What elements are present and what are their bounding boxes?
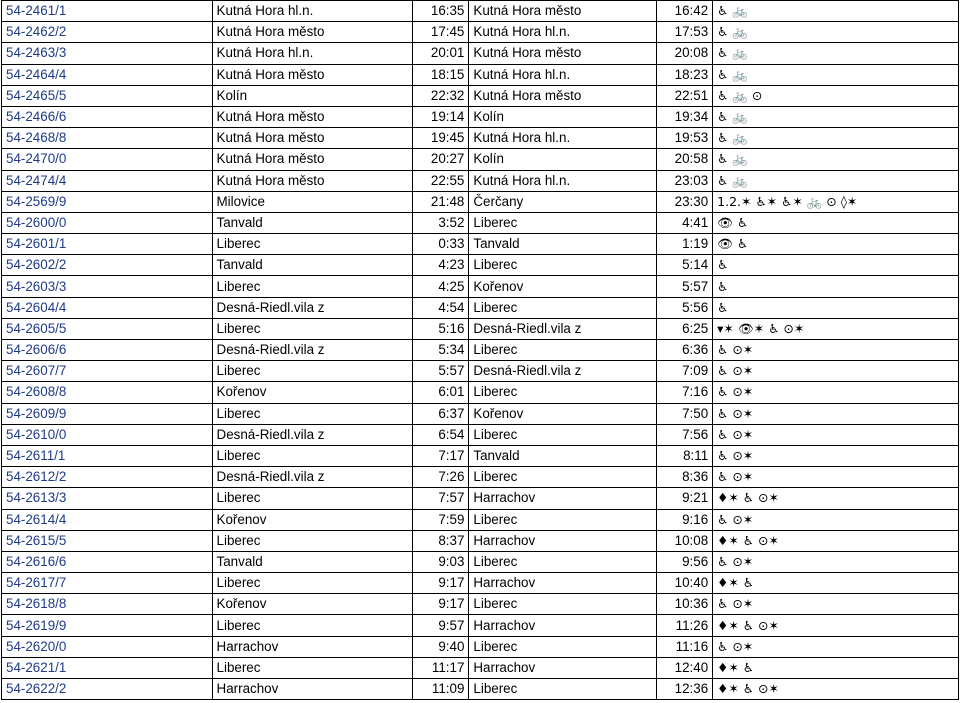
table-row	[2, 636, 959, 657]
origin-station: Liberec	[212, 573, 412, 594]
destination-station: Kořenov	[469, 403, 656, 424]
arrival-time: 16:42	[656, 1, 712, 22]
departure-time: 5:16	[412, 318, 468, 339]
train-number: 54-2465/5	[2, 85, 213, 106]
arrival-time: 18:23	[656, 64, 712, 85]
origin-station: Liberec	[212, 361, 412, 382]
service-icons: ♿ 🚲 ⊙	[713, 85, 959, 106]
destination-station: Desná-Riedl.vila z	[469, 361, 656, 382]
departure-time: 6:01	[412, 382, 468, 403]
table-row	[2, 318, 959, 339]
train-number: 54-2605/5	[2, 318, 213, 339]
departure-time: 22:32	[412, 85, 468, 106]
arrival-time: 7:50	[656, 403, 712, 424]
table-row	[2, 234, 959, 255]
table-row	[2, 679, 959, 700]
service-icons: 👁 ♿	[713, 212, 959, 233]
arrival-time: 23:30	[656, 191, 712, 212]
origin-station: Kutná Hora hl.n.	[212, 1, 412, 22]
service-icons: ♿ ⊙✶	[713, 361, 959, 382]
arrival-time: 9:16	[656, 509, 712, 530]
destination-station: Kolín	[469, 106, 656, 127]
arrival-time: 4:41	[656, 212, 712, 233]
table-row	[2, 212, 959, 233]
destination-station: Kutná Hora město	[469, 85, 656, 106]
service-icons: 1.2.✶ ♿✶ ♿✶ 🚲 ⊙ ◊✶	[713, 191, 959, 212]
train-number: 54-2617/7	[2, 573, 213, 594]
service-icons: ♿ ⊙✶	[713, 445, 959, 466]
departure-time: 18:15	[412, 64, 468, 85]
service-icons: ♿ 🚲	[713, 43, 959, 64]
train-number: 54-2616/6	[2, 551, 213, 572]
origin-station: Liberec	[212, 403, 412, 424]
origin-station: Desná-Riedl.vila z	[212, 424, 412, 445]
train-number: 54-2615/5	[2, 530, 213, 551]
departure-time: 19:45	[412, 128, 468, 149]
train-number: 54-2461/1	[2, 1, 213, 22]
service-icons: ♦✶ ♿ ⊙✶	[713, 530, 959, 551]
train-number: 54-2569/9	[2, 191, 213, 212]
arrival-time: 19:34	[656, 106, 712, 127]
table-row	[2, 149, 959, 170]
departure-time: 6:37	[412, 403, 468, 424]
destination-station: Kutná Hora město	[469, 1, 656, 22]
origin-station: Liberec	[212, 318, 412, 339]
destination-station: Kutná Hora hl.n.	[469, 170, 656, 191]
table-row	[2, 255, 959, 276]
train-number: 54-2601/1	[2, 234, 213, 255]
service-icons: ♿	[713, 297, 959, 318]
service-icons: ♿ 🚲	[713, 149, 959, 170]
arrival-time: 20:58	[656, 149, 712, 170]
origin-station: Kutná Hora hl.n.	[212, 43, 412, 64]
departure-time: 7:26	[412, 467, 468, 488]
destination-station: Liberec	[469, 424, 656, 445]
destination-station: Harrachov	[469, 488, 656, 509]
train-number: 54-2620/0	[2, 636, 213, 657]
destination-station: Čerčany	[469, 191, 656, 212]
service-icons: ♿ ⊙✶	[713, 340, 959, 361]
table-row	[2, 573, 959, 594]
departure-time: 11:17	[412, 657, 468, 678]
service-icons: ♿ ⊙✶	[713, 551, 959, 572]
departure-time: 5:57	[412, 361, 468, 382]
train-number: 54-2462/2	[2, 22, 213, 43]
destination-station: Liberec	[469, 255, 656, 276]
origin-station: Kolín	[212, 85, 412, 106]
origin-station: Kořenov	[212, 509, 412, 530]
destination-station: Liberec	[469, 467, 656, 488]
train-number: 54-2606/6	[2, 340, 213, 361]
destination-station: Kutná Hora město	[469, 43, 656, 64]
table-row	[2, 594, 959, 615]
origin-station: Tanvald	[212, 255, 412, 276]
table-row	[2, 615, 959, 636]
departure-time: 16:35	[412, 1, 468, 22]
origin-station: Tanvald	[212, 212, 412, 233]
train-number: 54-2608/8	[2, 382, 213, 403]
train-number: 54-2619/9	[2, 615, 213, 636]
origin-station: Harrachov	[212, 679, 412, 700]
table-row	[2, 43, 959, 64]
origin-station: Kutná Hora město	[212, 149, 412, 170]
table-row	[2, 85, 959, 106]
origin-station: Harrachov	[212, 636, 412, 657]
destination-station: Liberec	[469, 509, 656, 530]
table-row	[2, 551, 959, 572]
table-row	[2, 170, 959, 191]
table-row	[2, 276, 959, 297]
service-icons: ♿ ⊙✶	[713, 403, 959, 424]
departure-time: 0:33	[412, 234, 468, 255]
table-row	[2, 106, 959, 127]
departure-time: 9:40	[412, 636, 468, 657]
departure-time: 20:01	[412, 43, 468, 64]
service-icons: ♿ 🚲	[713, 128, 959, 149]
train-number: 54-2614/4	[2, 509, 213, 530]
table-row	[2, 657, 959, 678]
departure-time: 21:48	[412, 191, 468, 212]
train-number: 54-2602/2	[2, 255, 213, 276]
service-icons: ♿ ⊙✶	[713, 509, 959, 530]
table-row	[2, 64, 959, 85]
train-number: 54-2470/0	[2, 149, 213, 170]
origin-station: Kutná Hora město	[212, 106, 412, 127]
arrival-time: 1:19	[656, 234, 712, 255]
destination-station: Harrachov	[469, 657, 656, 678]
train-number: 54-2612/2	[2, 467, 213, 488]
departure-time: 4:23	[412, 255, 468, 276]
arrival-time: 10:08	[656, 530, 712, 551]
service-icons: ♿ 🚲	[713, 106, 959, 127]
origin-station: Milovice	[212, 191, 412, 212]
table-row	[2, 488, 959, 509]
service-icons: ♿ 🚲	[713, 22, 959, 43]
service-icons: ♿ 🚲	[713, 1, 959, 22]
arrival-time: 17:53	[656, 22, 712, 43]
table-row	[2, 424, 959, 445]
destination-station: Tanvald	[469, 445, 656, 466]
service-icons: 👁 ♿	[713, 234, 959, 255]
table-row	[2, 1, 959, 22]
origin-station: Liberec	[212, 445, 412, 466]
train-number: 54-2474/4	[2, 170, 213, 191]
arrival-time: 22:51	[656, 85, 712, 106]
table-row	[2, 382, 959, 403]
train-number: 54-2603/3	[2, 276, 213, 297]
departure-time: 5:34	[412, 340, 468, 361]
departure-time: 22:55	[412, 170, 468, 191]
table-row	[2, 22, 959, 43]
arrival-time: 6:25	[656, 318, 712, 339]
train-number: 54-2611/1	[2, 445, 213, 466]
destination-station: Liberec	[469, 636, 656, 657]
destination-station: Kutná Hora hl.n.	[469, 22, 656, 43]
service-icons: ♿ ⊙✶	[713, 467, 959, 488]
service-icons: ♿ ⊙✶	[713, 382, 959, 403]
service-icons: ♦✶ ♿ ⊙✶	[713, 488, 959, 509]
departure-time: 9:57	[412, 615, 468, 636]
origin-station: Desná-Riedl.vila z	[212, 340, 412, 361]
departure-time: 17:45	[412, 22, 468, 43]
arrival-time: 5:14	[656, 255, 712, 276]
train-number: 54-2466/6	[2, 106, 213, 127]
table-row	[2, 403, 959, 424]
table-row	[2, 467, 959, 488]
arrival-time: 6:36	[656, 340, 712, 361]
table-row	[2, 509, 959, 530]
origin-station: Liberec	[212, 657, 412, 678]
destination-station: Harrachov	[469, 530, 656, 551]
origin-station: Liberec	[212, 530, 412, 551]
arrival-time: 23:03	[656, 170, 712, 191]
table-row	[2, 128, 959, 149]
destination-station: Liberec	[469, 212, 656, 233]
origin-station: Kořenov	[212, 382, 412, 403]
destination-station: Harrachov	[469, 573, 656, 594]
arrival-time: 11:26	[656, 615, 712, 636]
origin-station: Desná-Riedl.vila z	[212, 297, 412, 318]
arrival-time: 9:21	[656, 488, 712, 509]
destination-station: Liberec	[469, 551, 656, 572]
arrival-time: 10:36	[656, 594, 712, 615]
arrival-time: 5:57	[656, 276, 712, 297]
origin-station: Kutná Hora město	[212, 128, 412, 149]
arrival-time: 7:09	[656, 361, 712, 382]
origin-station: Liberec	[212, 234, 412, 255]
timetable	[1, 0, 959, 700]
service-icons: ♿ ⊙✶	[713, 594, 959, 615]
departure-time: 3:52	[412, 212, 468, 233]
arrival-time: 9:56	[656, 551, 712, 572]
train-number: 54-2600/0	[2, 212, 213, 233]
departure-time: 19:14	[412, 106, 468, 127]
destination-station: Kolín	[469, 149, 656, 170]
departure-time: 7:17	[412, 445, 468, 466]
train-number: 54-2622/2	[2, 679, 213, 700]
departure-time: 4:54	[412, 297, 468, 318]
arrival-time: 12:36	[656, 679, 712, 700]
departure-time: 9:17	[412, 594, 468, 615]
arrival-time: 7:16	[656, 382, 712, 403]
departure-time: 7:57	[412, 488, 468, 509]
service-icons: ♿	[713, 276, 959, 297]
train-number: 54-2607/7	[2, 361, 213, 382]
departure-time: 4:25	[412, 276, 468, 297]
destination-station: Desná-Riedl.vila z	[469, 318, 656, 339]
departure-time: 6:54	[412, 424, 468, 445]
destination-station: Tanvald	[469, 234, 656, 255]
train-number: 54-2464/4	[2, 64, 213, 85]
origin-station: Liberec	[212, 615, 412, 636]
timetable-body	[2, 1, 959, 700]
service-icons: ♦✶ ♿ ⊙✶	[713, 679, 959, 700]
arrival-time: 7:56	[656, 424, 712, 445]
service-icons: ▾✶ 👁✶ ♿ ⊙✶	[713, 318, 959, 339]
destination-station: Liberec	[469, 594, 656, 615]
table-row	[2, 361, 959, 382]
table-row	[2, 191, 959, 212]
destination-station: Liberec	[469, 679, 656, 700]
table-row	[2, 530, 959, 551]
departure-time: 11:09	[412, 679, 468, 700]
origin-station: Tanvald	[212, 551, 412, 572]
destination-station: Liberec	[469, 297, 656, 318]
table-row	[2, 340, 959, 361]
train-number: 54-2468/8	[2, 128, 213, 149]
train-number: 54-2604/4	[2, 297, 213, 318]
train-number: 54-2610/0	[2, 424, 213, 445]
service-icons: ♿ 🚲	[713, 64, 959, 85]
destination-station: Liberec	[469, 382, 656, 403]
arrival-time: 19:53	[656, 128, 712, 149]
destination-station: Harrachov	[469, 615, 656, 636]
train-number: 54-2463/3	[2, 43, 213, 64]
train-number: 54-2609/9	[2, 403, 213, 424]
destination-station: Liberec	[469, 340, 656, 361]
departure-time: 8:37	[412, 530, 468, 551]
arrival-time: 20:08	[656, 43, 712, 64]
arrival-time: 5:56	[656, 297, 712, 318]
service-icons: ♦✶ ♿	[713, 657, 959, 678]
service-icons: ♿	[713, 255, 959, 276]
arrival-time: 11:16	[656, 636, 712, 657]
service-icons: ♿ ⊙✶	[713, 636, 959, 657]
origin-station: Liberec	[212, 488, 412, 509]
service-icons: ♿ 🚲	[713, 170, 959, 191]
train-number: 54-2621/1	[2, 657, 213, 678]
service-icons: ♦✶ ♿ ⊙✶	[713, 615, 959, 636]
destination-station: Kutná Hora hl.n.	[469, 64, 656, 85]
origin-station: Kutná Hora město	[212, 170, 412, 191]
service-icons: ♦✶ ♿	[713, 573, 959, 594]
destination-station: Kutná Hora hl.n.	[469, 128, 656, 149]
destination-station: Kořenov	[469, 276, 656, 297]
departure-time: 7:59	[412, 509, 468, 530]
origin-station: Kořenov	[212, 594, 412, 615]
departure-time: 9:03	[412, 551, 468, 572]
origin-station: Liberec	[212, 276, 412, 297]
departure-time: 9:17	[412, 573, 468, 594]
train-number: 54-2613/3	[2, 488, 213, 509]
table-row	[2, 445, 959, 466]
arrival-time: 10:40	[656, 573, 712, 594]
arrival-time: 8:36	[656, 467, 712, 488]
service-icons: ♿ ⊙✶	[713, 424, 959, 445]
origin-station: Kutná Hora město	[212, 64, 412, 85]
train-number: 54-2618/8	[2, 594, 213, 615]
origin-station: Desná-Riedl.vila z	[212, 467, 412, 488]
table-row	[2, 297, 959, 318]
arrival-time: 12:40	[656, 657, 712, 678]
arrival-time: 8:11	[656, 445, 712, 466]
origin-station: Kutná Hora město	[212, 22, 412, 43]
departure-time: 20:27	[412, 149, 468, 170]
